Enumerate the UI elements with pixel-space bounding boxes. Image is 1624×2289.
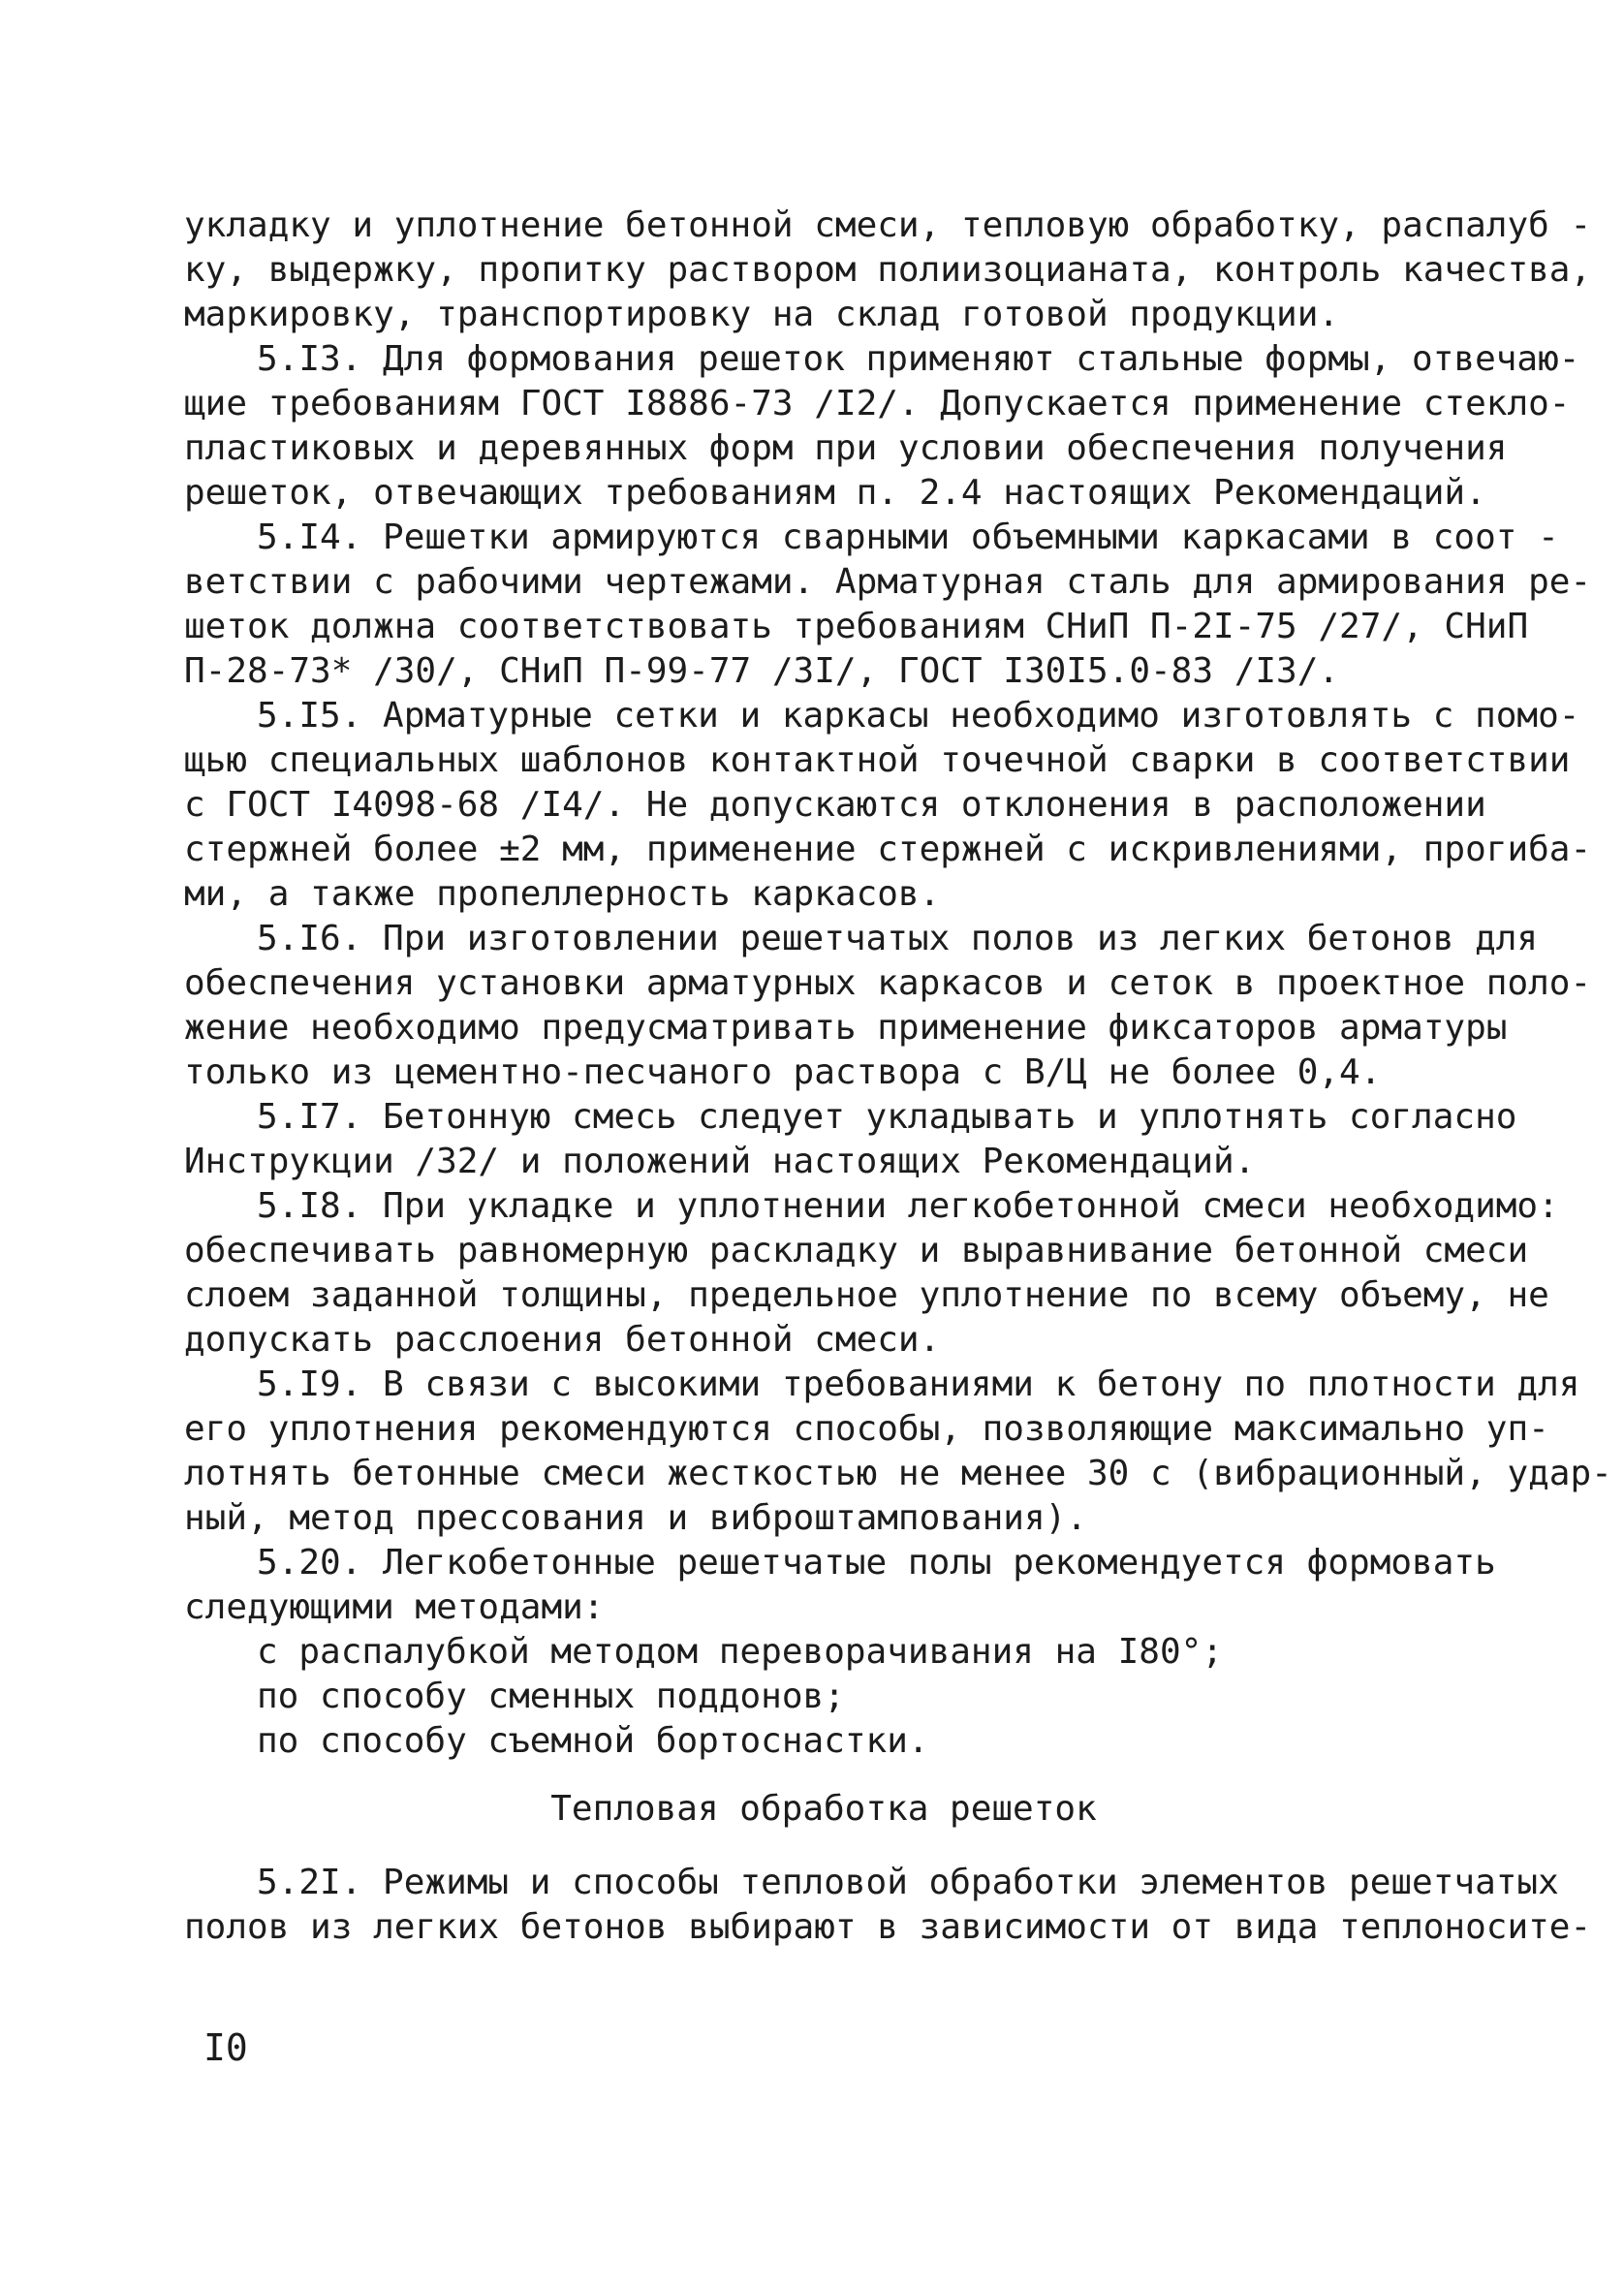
text-line: 5.2I. Режимы и способы тепловой обработки элементов решетчатых	[257, 1863, 1559, 1902]
text-line: по способу съемной бортоснастки.	[257, 1721, 929, 1761]
text-line: пластиковых и деревянных форм при условии обеспечения получения	[184, 428, 1508, 468]
text-line: 5.I9. В связи с высокими требованиями к бетону по плотности для	[257, 1364, 1580, 1404]
document-body	[184, 204, 1612, 1950]
text-line: ку, выдержку, пропитку раствором полиизоцианата, контроль качества,	[184, 250, 1592, 290]
text-line: решеток, отвечающих требованиям п. 2.4 настоящих Рекомендаций.	[184, 473, 1486, 513]
text-line: 5.I5. Арматурные сетки и каркасы необходимо изготовлять с помо-	[257, 696, 1580, 736]
text-line: его уплотнения рекомендуются способы, позволяющие максимально уп-	[184, 1409, 1549, 1449]
text-line: 5.I6. При изготовлении решетчатых полов из легких бетонов для	[257, 919, 1539, 958]
text-line: Инструкции /32/ и положений настоящих Рекомендаций.	[184, 1142, 1256, 1181]
text-line: жение необходимо предусматривать применение фиксаторов арматуры	[184, 1008, 1508, 1048]
text-line: П-28-73* /30/, СНиП П-99-77 /3I/, ГОСТ I30I5.0-83 /I3/.	[184, 651, 1340, 691]
text-line: маркировку, транспортировку на склад готовой продукции.	[184, 295, 1340, 334]
text-line: укладку и уплотнение бетонной смеси, тепловую обработку, распалуб -	[184, 205, 1592, 245]
text-line: по способу сменных поддонов;	[257, 1677, 845, 1716]
text-line: щие требованиям ГОСТ I8886-73 /I2/. Допускается применение стекло-	[184, 384, 1571, 423]
text-line: следующими методами:	[184, 1587, 605, 1627]
section-heading: Тепловая обработка решеток	[550, 1789, 1097, 1829]
text-line: 5.I7. Бетонную смесь следует укладывать и уплотнять согласно	[257, 1097, 1517, 1137]
text-line: обеспечения установки арматурных каркасов и сеток в проектное поло-	[184, 963, 1592, 1003]
text-line: 5.I3. Для формования решеток применяют стальные формы, отвечаю-	[257, 339, 1580, 379]
text-line: стержней более ±2 мм, применение стержней с искривлениями, прогиба-	[184, 830, 1592, 869]
text-line: полов из легких бетонов выбирают в зависимости от вида теплоносите-	[184, 1907, 1592, 1947]
page-number: I0	[203, 2026, 248, 2069]
text-line: 5.I8. При укладке и уплотнении легкобетонной смеси необходимо:	[257, 1186, 1559, 1226]
text-line: лотнять бетонные смеси жесткостью не менее 30 с (вибрационный, удар-	[184, 1454, 1612, 1493]
text-line: слоем заданной толщины, предельное уплотнение по всему объему, не	[184, 1275, 1549, 1315]
text-line: ми, а также пропеллерность каркасов.	[184, 874, 941, 914]
text-line: с распалубкой методом переворачивания на I80°;	[257, 1632, 1223, 1672]
text-line: 5.20. Легкобетонные решетчатые полы рекомендуется формовать	[257, 1543, 1496, 1583]
text-line: ный, метод прессования и виброштампования).	[184, 1498, 1087, 1538]
text-line: ветствии с рабочими чертежами. Арматурная сталь для армирования ре-	[184, 562, 1592, 602]
text-line: только из цементно-песчаного раствора с В/Ц не более 0,4.	[184, 1052, 1382, 1092]
text-line: обеспечивать равномерную раскладку и выравнивание бетонной смеси	[184, 1231, 1529, 1270]
text-line: 5.I4. Решетки армируются сварными объемными каркасами в соот -	[257, 517, 1559, 557]
text-line: шеток должна соответствовать требованиям СНиП П-2I-75 /27/, СНиП	[184, 607, 1529, 646]
text-line: допускать расслоения бетонной смеси.	[184, 1320, 941, 1360]
text-line: с ГОСТ I4098-68 /I4/. Не допускаются отклонения в расположении	[184, 785, 1486, 825]
text-line: щью специальных шаблонов контактной точечной сварки в соответствии	[184, 740, 1571, 780]
